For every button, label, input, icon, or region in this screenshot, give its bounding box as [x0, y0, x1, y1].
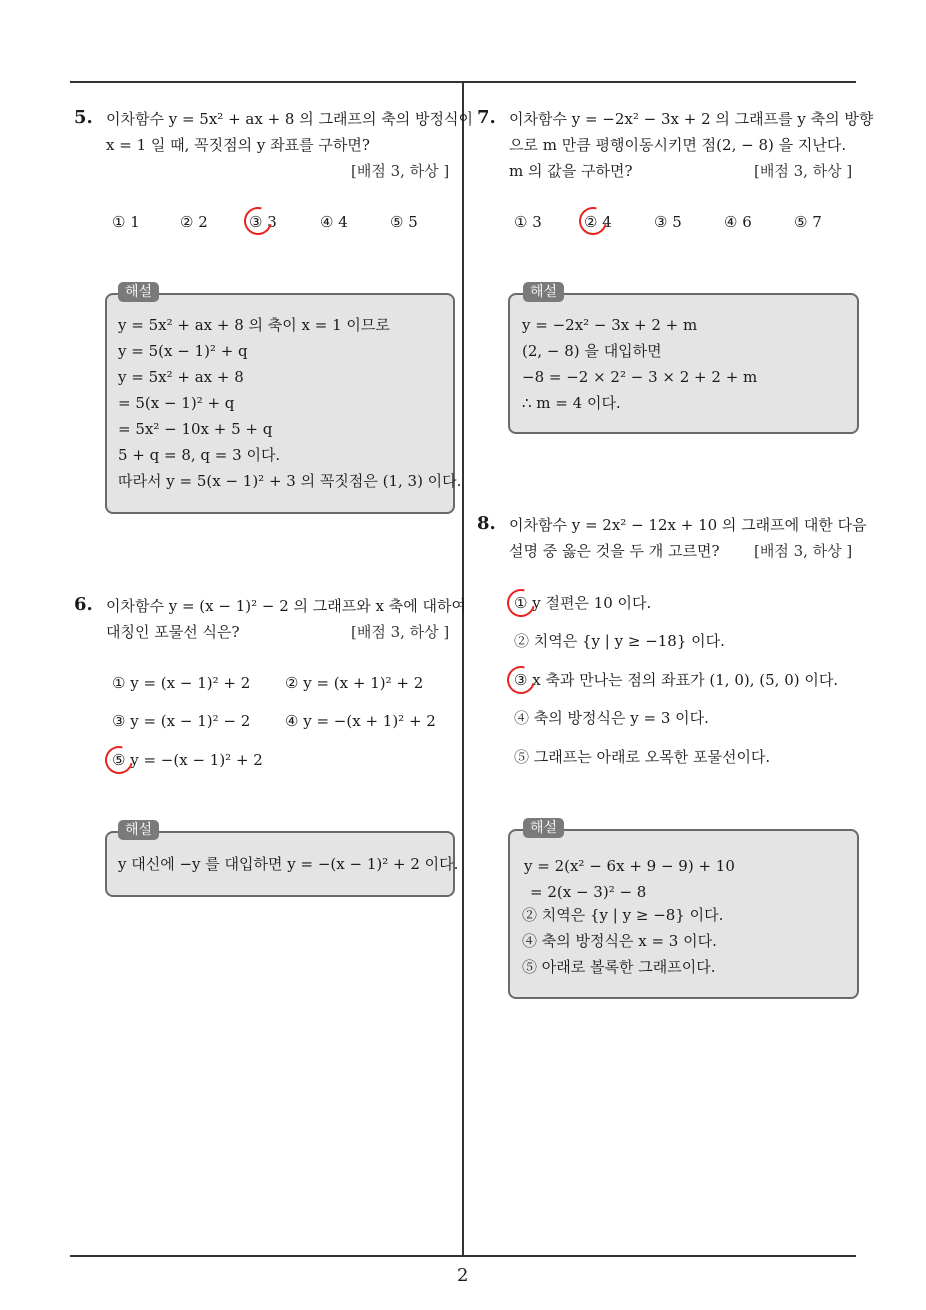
answer-mark-circle: [239, 202, 277, 240]
choice-4[interactable]: ④ 4: [320, 213, 348, 231]
choice-4[interactable]: ④ y = −(x + 1)² + 2: [285, 712, 436, 730]
problem-text-line: x = 1 일 때, 꼭짓점의 y 좌표를 구하면?: [106, 136, 370, 154]
choice-3[interactable]: ③ 3: [249, 213, 277, 231]
solution-tag: 해설: [118, 820, 159, 840]
score-label: [배점 3, 하상 ]: [351, 162, 450, 180]
solution-line: ④ 축의 방정식은 x = 3 이다.: [522, 932, 717, 950]
answer-mark-circle: [502, 584, 540, 622]
solution-line: y = 2(x² − 6x + 9 − 9) + 10: [524, 857, 735, 875]
score-label: [배점 3, 하상 ]: [754, 162, 853, 180]
bottom-rule: [70, 1255, 856, 1257]
problem-text-line: 이차함수 y = (x − 1)² − 2 의 그래프와 x 축에 대하여: [106, 597, 466, 615]
problem-number: 5.: [74, 107, 93, 128]
score-label: [배점 3, 하상 ]: [351, 623, 450, 641]
solution-line: ∴ m = 4 이다.: [522, 394, 621, 412]
problem-text-line: m 의 값을 구하면?: [509, 162, 633, 180]
problem-text-line: 대칭인 포물선 식은?: [106, 623, 240, 641]
problem-text-line: 이차함수 y = −2x² − 3x + 2 의 그래프를 y 축의 방향: [509, 110, 874, 128]
choice-2[interactable]: ② 4: [584, 213, 612, 231]
column-divider: [462, 82, 464, 1257]
page-number: 2: [457, 1265, 469, 1286]
choice-5[interactable]: ⑤ y = −(x − 1)² + 2: [112, 751, 263, 769]
choice-2[interactable]: ② 치역은 {y | y ≥ −18} 이다.: [514, 632, 725, 650]
solution-tag: 해설: [118, 282, 159, 302]
solution-tag: 해설: [523, 818, 564, 838]
solution-line: y = 5x² + ax + 8 의 축이 x = 1 이므로: [118, 316, 390, 334]
choice-4[interactable]: ④ 6: [724, 213, 752, 231]
answer-mark-circle: [502, 661, 540, 699]
choice-5[interactable]: ⑤ 7: [794, 213, 822, 231]
problem-text-line: 이차함수 y = 2x² − 12x + 10 의 그래프에 대한 다음: [509, 516, 867, 534]
problem-text-line: 으로 m 만큼 평행이동시키면 점(2, − 8) 을 지난다.: [509, 136, 847, 154]
choice-1[interactable]: ① 3: [514, 213, 542, 231]
choice-3[interactable]: ③ x 축과 만나는 점의 좌표가 (1, 0), (5, 0) 이다.: [514, 671, 839, 689]
solution-line: = 5x² − 10x + 5 + q: [118, 420, 273, 438]
solution-line: −8 = −2 × 2² − 3 × 2 + 2 + m: [522, 368, 758, 386]
choice-3[interactable]: ③ y = (x − 1)² − 2: [112, 712, 251, 730]
choice-2[interactable]: ② y = (x + 1)² + 2: [285, 674, 424, 692]
problem-number: 7.: [477, 107, 496, 128]
choice-5[interactable]: ⑤ 5: [390, 213, 418, 231]
solution-line: ⑤ 아래로 볼록한 그래프이다.: [522, 958, 716, 976]
problem-number: 8.: [477, 513, 496, 534]
solution-line: y = 5(x − 1)² + q: [118, 342, 248, 360]
answer-mark-circle: [574, 202, 612, 240]
choice-1[interactable]: ① 1: [112, 213, 140, 231]
choice-4[interactable]: ④ 축의 방정식은 y = 3 이다.: [514, 709, 709, 727]
solution-line: ② 치역은 {y | y ≥ −8} 이다.: [522, 906, 724, 924]
solution-line: 따라서 y = 5(x − 1)² + 3 의 꼭짓점은 (1, 3) 이다.: [118, 472, 462, 490]
score-label: [배점 3, 하상 ]: [754, 542, 853, 560]
choice-2[interactable]: ② 2: [180, 213, 208, 231]
problem-text-line: 설명 중 옳은 것을 두 개 고르면?: [509, 542, 720, 560]
solution-line: y = −2x² − 3x + 2 + m: [522, 316, 698, 334]
choice-3[interactable]: ③ 5: [654, 213, 682, 231]
solution-line: = 5(x − 1)² + q: [118, 394, 235, 412]
problem-text-line: 이차함수 y = 5x² + ax + 8 의 그래프의 축의 방정식이: [106, 110, 473, 128]
solution-line: (2, − 8) 을 대입하면: [522, 342, 662, 360]
choice-5[interactable]: ⑤ 그래프는 아래로 오목한 포물선이다.: [514, 748, 771, 766]
answer-mark-circle: [100, 741, 138, 779]
problem-number: 6.: [74, 594, 93, 615]
solution-line: = 2(x − 3)² − 8: [530, 883, 647, 901]
choice-1[interactable]: ① y = (x − 1)² + 2: [112, 674, 251, 692]
solution-line: y = 5x² + ax + 8: [118, 368, 244, 386]
solution-tag: 해설: [523, 282, 564, 302]
solution-line: y 대신에 −y 를 대입하면 y = −(x − 1)² + 2 이다.: [118, 855, 459, 873]
solution-line: 5 + q = 8, q = 3 이다.: [118, 446, 281, 464]
choice-1[interactable]: ① y 절편은 10 이다.: [514, 594, 652, 612]
